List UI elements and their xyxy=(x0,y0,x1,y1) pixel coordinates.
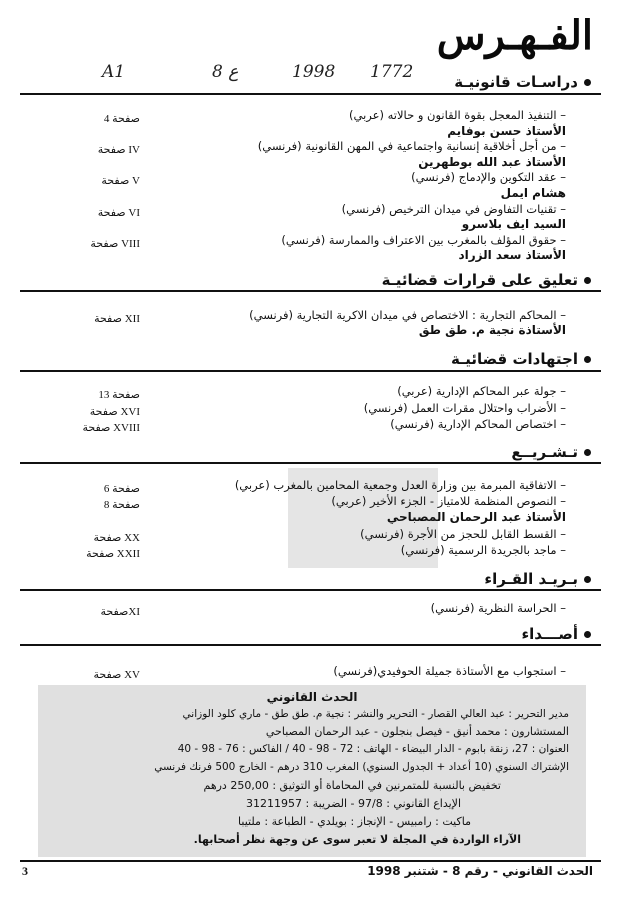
toc-page: صفحة XVIII xyxy=(82,422,140,434)
toc-entry: – المحاكم التجارية : الاختصاص في ميدان الاكرية التجارية (فرنسي) xyxy=(249,308,566,322)
footer-page-number: 3 xyxy=(22,864,28,878)
section-heading-legislation: تـشـريــع xyxy=(511,443,591,461)
box-line-advisors: المستشارون : محمد أنيق - فيصل بنجلون - عبد الرحمان المصباحي xyxy=(265,725,569,738)
handwritten-note-2: 8 ع xyxy=(212,62,239,82)
section-rule xyxy=(20,589,601,591)
toc-page: صفحة 6 xyxy=(103,483,140,495)
toc-entry: – استجواب مع الأستاذة جميلة الحوفيدي(فرنسي) xyxy=(333,664,566,678)
bullet-icon xyxy=(584,356,591,363)
toc-entry: – جولة عبر المحاكم الإدارية (عربي) xyxy=(397,384,566,398)
page-title: الفـهـرس xyxy=(436,12,593,59)
footer-issue: الحدث القانوني - رقم 8 - شتنبر 1998 xyxy=(367,864,593,878)
box-line-editors: مدير التحرير : عبد العالي القصار - التحرير والنشر : نجية م. طق طق - ماري كلود الوزاني xyxy=(182,708,569,720)
section-rule xyxy=(20,462,601,464)
toc-author: هشام ايمل xyxy=(500,186,566,200)
toc-entry: – حقوق المؤلف بالمغرب بين الاعتراف والممارسة (فرنسي) xyxy=(281,233,566,247)
toc-entry: – تقنيات التفاوض في ميدان الترخيص (فرنسي) xyxy=(341,202,566,216)
bullet-icon xyxy=(584,576,591,583)
toc-entry: – الحراسة النظرية (فرنسي) xyxy=(430,601,566,615)
box-line-discount: تخفيض بالنسبة للمتمرنين في المحاماة أو التوثيق : 250,00 درهم xyxy=(203,779,501,792)
toc-entry: – الأضراب واحتلال مقرات العمل (فرنسي) xyxy=(363,401,566,415)
bullet-icon xyxy=(584,277,591,284)
bullet-icon xyxy=(584,449,591,456)
section-rule xyxy=(20,644,601,646)
toc-page: صفحة XXII xyxy=(86,548,140,560)
toc-author: الأستاذ حسن بوفايم xyxy=(447,124,566,138)
section-rule xyxy=(20,290,601,292)
toc-author: الأستاذ عبد الرحمان المصباحي xyxy=(386,510,566,524)
toc-entry: – ماجد بالجريدة الرسمية (فرنسي) xyxy=(400,543,566,557)
box-line-credits: ماكيت : رامبيس - الإنجاز : بويلدي - الطباعة : ملتيبا xyxy=(238,815,471,828)
toc-page: صفحةXI xyxy=(100,606,140,618)
toc-page: صفحة V xyxy=(101,175,140,187)
box-line-disclaimer: الآراء الواردة في المجلة لا تعبر سوى عن وجهة نظر أصحابها. xyxy=(193,833,521,846)
handwritten-note-1: A1 xyxy=(102,62,126,82)
bullet-icon xyxy=(584,79,591,86)
toc-entry: – اختصاص المحاكم الإدارية (فرنسي) xyxy=(390,417,566,431)
toc-page: صفحة XII xyxy=(94,313,140,325)
section-heading-echoes: أصـــداء xyxy=(522,625,592,643)
handwritten-note-4: 1772 xyxy=(370,62,414,82)
toc-entry: – القسط القابل للحجز من الأجرة (فرنسي) xyxy=(360,527,566,541)
box-heading: الحدث القانوني xyxy=(266,690,358,704)
toc-page: صفحة XV xyxy=(93,669,140,681)
section-rule xyxy=(20,93,601,95)
toc-page: صفحة VI xyxy=(97,207,140,219)
toc-entry: – عقد التكوين والإدماج (فرنسي) xyxy=(411,170,566,184)
toc-page: صفحة IV xyxy=(97,144,140,156)
box-line-address: العنوان : 27، زنقة بابوم - الدار البيضاء - الهاتف : 72 - 98 - 40 / الفاكس : 76 - 98 - 40 xyxy=(177,743,569,755)
toc-page: صفحة VIII xyxy=(90,238,140,250)
footer-rule xyxy=(20,860,601,862)
box-line-legal-deposit: الإيداع القانوني : 97/8 - الضريبة : 31211957 xyxy=(246,797,461,810)
toc-author: الأستاذ سعد الزراد xyxy=(458,248,566,262)
toc-page: صفحة 13 xyxy=(98,389,140,401)
toc-entry: – التنفيذ المعجل بقوة القانون و حالاته (عربي) xyxy=(349,108,566,122)
toc-author: الأستاذ عبد الله بوطهرين xyxy=(418,155,566,169)
toc-entry: – النصوص المنظمة للامتياز - الجزء الأخير (عربي) xyxy=(331,494,566,508)
box-line-subscription: الإشتراك السنوي (10 أعداد + الجدول السنوي) المغرب 310 درهم - الخارج 500 فرنك فرنسي xyxy=(154,761,569,773)
bullet-icon xyxy=(584,631,591,638)
section-rule xyxy=(20,370,601,372)
section-heading-readers-mail: بـريـد القـراء xyxy=(484,570,591,588)
toc-author: الأستاذة نجية م. طق طق xyxy=(418,323,566,337)
toc-page: صفحة XX xyxy=(93,532,140,544)
handwritten-note-3: 1998 xyxy=(292,62,336,82)
toc-entry: – الاتفاقية المبرمة بين وزارة العدل وجمعية المحامين بالمغرب (عربي) xyxy=(234,478,566,492)
section-heading-studies: دراسـات قانونيـة xyxy=(454,73,591,91)
toc-page: صفحة XVI xyxy=(89,406,140,418)
toc-page: صفحة 8 xyxy=(103,499,140,511)
toc-page: صفحة 4 xyxy=(103,113,140,125)
toc-entry: – من أجل أخلاقية إنسانية واجتماعية في المهن القانونية (فرنسي) xyxy=(257,139,566,153)
section-heading-commentary: تعليق على قرارات قضائيـة xyxy=(382,271,591,289)
section-heading-jurisprudence: اجتهادات قضائيـة xyxy=(451,350,591,368)
toc-author: السيد ايف بلاسرو xyxy=(461,217,566,231)
